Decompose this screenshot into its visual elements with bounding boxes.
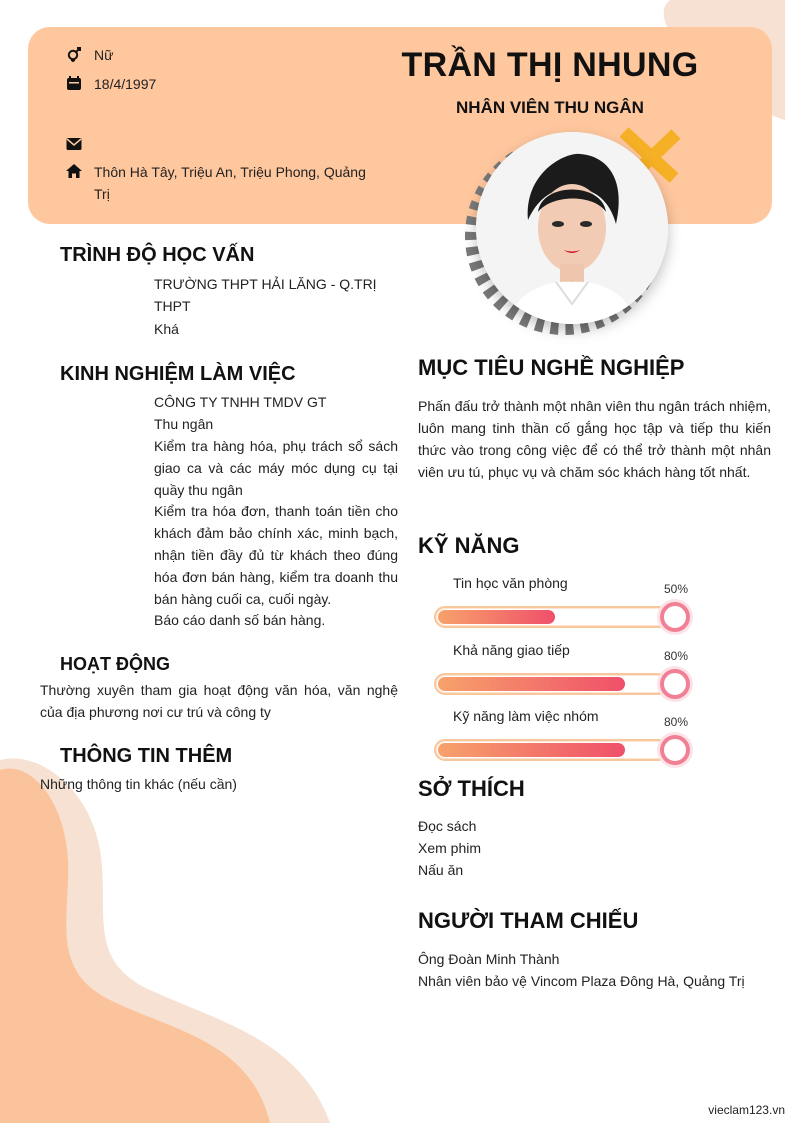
experience-company: CÔNG TY TNHH TMDV GT (154, 394, 327, 410)
reference-detail: Nhân viên bảo vệ Vincom Plaza Đông Hà, Quảng Trị (418, 973, 745, 989)
profile-photo-area (466, 128, 676, 338)
references-title: NGƯỜI THAM CHIẾU (418, 908, 639, 933)
hobby-item: Xem phim (418, 840, 482, 856)
skill-bar-knob (660, 735, 690, 765)
bottom-left-blob (0, 740, 340, 1123)
skill-label: Kỹ năng làm việc nhóm (453, 708, 599, 724)
footer-brand: vieclam123.vn (708, 1103, 785, 1117)
education-level: THPT (154, 298, 191, 314)
skill-bar-fill (438, 610, 555, 624)
experience-duty: Kiểm tra hàng hóa, phụ trách sổ sách giao ca và các máy móc dụng cụ tại quầy thu ngân (154, 438, 398, 498)
gender-value: Nữ (94, 47, 114, 63)
hobbies-title: SỞ THÍCH (418, 776, 525, 801)
skill-bar-fill (438, 677, 625, 691)
skill-bar-knob (660, 669, 690, 699)
skill-bar-knob (660, 602, 690, 632)
gender-row (64, 44, 113, 66)
experience-duty: Kiểm tra hóa đơn, thanh toán tiền cho khách đảm bảo chính xác, minh bạch, nhận tiền đầy đủ từ khách theo đúng hóa đơn bán hàng, kiểm tra doanh thu bán hàng cuối ca, cuối ngày. (154, 503, 398, 607)
experience-duty: Báo cáo danh số bán hàng. (154, 612, 326, 628)
skill-bar-fill (438, 743, 625, 757)
activities-title: HOẠT ĐỘNG (60, 654, 170, 674)
address-row (64, 161, 384, 205)
birthdate-row (64, 73, 156, 95)
birthdate-value: 18/4/1997 (94, 76, 157, 92)
reference-name: Ông Đoàn Minh Thành (418, 951, 560, 967)
address-value: Thôn Hà Tây, Triệu An, Triệu Phong, Quảng Trị (94, 164, 366, 202)
calendar-icon (64, 73, 84, 93)
skill-label: Khả năng giao tiếp (453, 642, 570, 658)
hobby-item: Đọc sách (418, 818, 477, 834)
education-school: TRƯỜNG THPT HẢI LĂNG - Q.TRỊ (154, 276, 377, 292)
skill-percent: 80% (664, 715, 689, 729)
candidate-role: NHÂN VIÊN THU NGÂN (456, 98, 644, 117)
experience-title: KINH NGHIỆM LÀM VIỆC (60, 363, 296, 385)
skill-label: Tin học văn phòng (453, 575, 568, 591)
skills-title: KỸ NĂNG (418, 533, 520, 558)
education-grade: Khá (154, 321, 179, 337)
skill-percent: 80% (664, 649, 689, 663)
gender-icon (64, 44, 84, 64)
extra-info-title: THÔNG TIN THÊM (60, 745, 233, 767)
skill-bar-track (434, 673, 676, 695)
home-icon (64, 161, 84, 181)
activities-text: Thường xuyên tham gia hoạt động văn hóa, văn nghệ của địa phương nơi cư trú và công ty (40, 682, 398, 720)
skill-bar-track (434, 606, 676, 628)
email-row (64, 134, 94, 154)
objective-title: MỤC TIÊU NGHỀ NGHIỆP (418, 355, 685, 380)
skill-bar-track (434, 739, 676, 761)
envelope-icon (64, 134, 84, 154)
education-title: TRÌNH ĐỘ HỌC VẤN (60, 244, 255, 266)
extra-info-text: Những thông tin khác (nếu cần) (40, 776, 237, 792)
skill-percent: 50% (664, 582, 689, 596)
experience-position: Thu ngân (154, 416, 214, 432)
objective-text: Phấn đấu trở thành một nhân viên thu ngân trách nhiệm, luôn mang tinh thần cố gắng học tập và tiếp thu kiến thức vào trong công việc để có thể trở thành một nhân viên ưu tú, phục vụ và chăm sóc khách hàng tốt nhất. (418, 398, 771, 480)
candidate-name: TRẦN THỊ NHUNG (401, 46, 699, 84)
profile-photo (476, 132, 668, 324)
hobby-item: Nấu ăn (418, 862, 464, 878)
